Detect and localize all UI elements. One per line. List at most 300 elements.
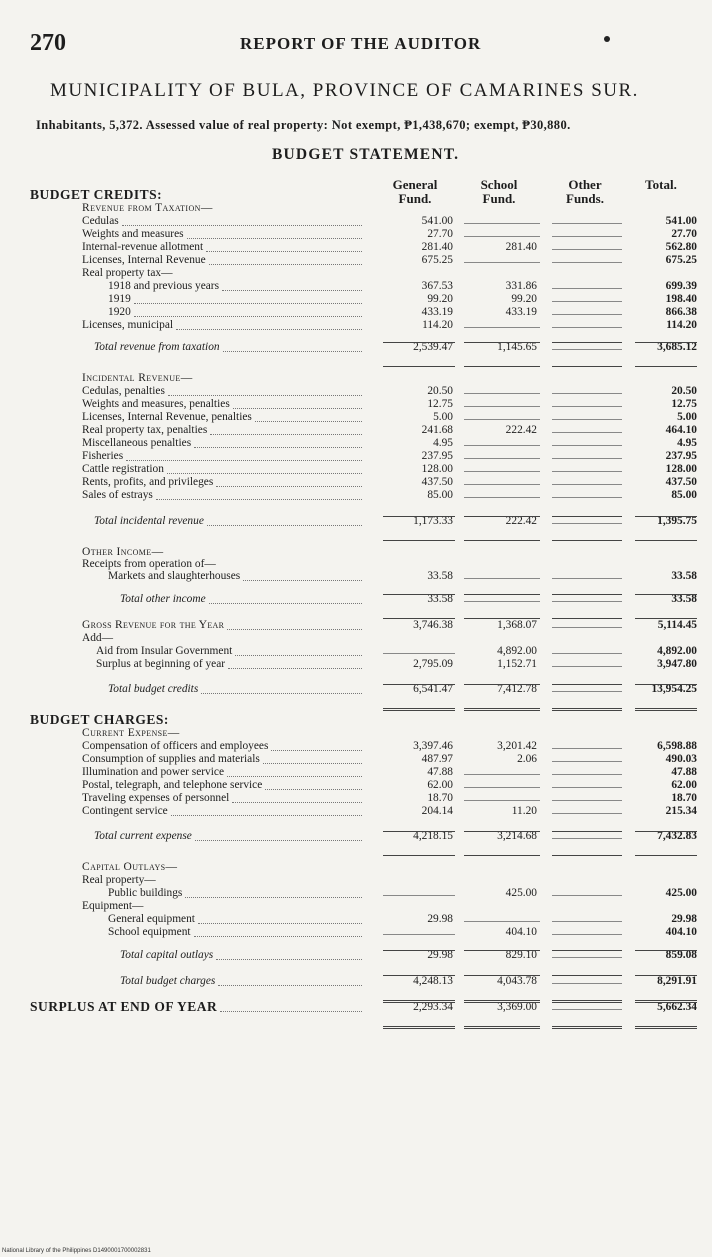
amount-g: 33.58 (427, 570, 453, 582)
blank-dash (464, 578, 540, 579)
blank-dash (464, 774, 540, 775)
budget-row (0, 714, 712, 727)
blank-dash (552, 957, 622, 958)
amount-g: 27.70 (427, 228, 453, 240)
sum-rule (383, 975, 455, 976)
sum-rule (464, 1000, 540, 1003)
leader-dots (156, 499, 362, 500)
leader-dots (233, 408, 362, 409)
row-label: Fisheries (82, 450, 124, 462)
amount-g: 114.20 (422, 319, 453, 331)
sum-rule (464, 1026, 540, 1029)
amount-g: 62.00 (427, 779, 453, 791)
budget-row (0, 476, 712, 489)
amount-t: 859.08 (665, 949, 697, 961)
amount-t: 541.00 (665, 215, 697, 227)
blank-dash (552, 1009, 622, 1010)
column-header-total: Total. (645, 177, 677, 192)
budget-row (0, 489, 712, 502)
amount-t: 3,947.80 (657, 658, 697, 670)
blank-dash (552, 349, 622, 350)
amount-t: 437.50 (665, 476, 697, 488)
blank-dash (464, 921, 540, 922)
budget-row (0, 202, 712, 215)
leader-dots (210, 434, 362, 435)
row-label: BUDGET CHARGES: (30, 712, 169, 727)
blank-dash (383, 934, 455, 935)
amount-t: 8,291.91 (657, 975, 697, 987)
amount-s: 11.20 (511, 805, 537, 817)
leader-dots (263, 763, 362, 764)
row-label: School equipment (108, 926, 191, 938)
blank-dash (464, 236, 540, 237)
leader-dots (187, 238, 362, 239)
inhabitants-line: Inhabitants, 5,372. Assessed value of real property: Not exempt, ₱1,438,670; exempt, ₱30,880. (36, 118, 571, 132)
amount-t: 5.00 (677, 411, 697, 423)
budget-row (0, 319, 712, 332)
amount-g: 281.40 (421, 241, 453, 253)
amount-t: 5,662.34 (657, 1001, 697, 1013)
sum-rule (464, 540, 540, 541)
budget-row (0, 254, 712, 267)
sum-rule (464, 516, 540, 517)
row-label: Licenses, municipal (82, 319, 174, 331)
amount-g: 5.00 (433, 411, 453, 423)
blank-dash (552, 249, 622, 250)
row-label: Total capital outlays (120, 949, 214, 961)
leader-dots (227, 629, 362, 630)
row-label: 1918 and previous years (108, 280, 220, 292)
sum-rule (552, 975, 622, 976)
sum-rule (552, 540, 622, 541)
amount-t: 4.95 (677, 437, 697, 449)
blank-dash (552, 406, 622, 407)
budget-row (0, 306, 712, 319)
sum-rule (464, 618, 540, 619)
sum-rule (464, 684, 540, 685)
row-label: Aid from Insular Government (96, 645, 233, 657)
amount-s: 222.42 (505, 424, 537, 436)
amount-t: 47.88 (671, 766, 697, 778)
row-label: Internal-revenue allotment (82, 241, 204, 253)
blank-dash (552, 471, 622, 472)
row-label: Licenses, Internal Revenue, penalties (82, 411, 252, 423)
blank-dash (464, 223, 540, 224)
amount-t: 3,685.12 (657, 341, 697, 353)
blank-dash (552, 236, 622, 237)
sum-rule (635, 366, 697, 367)
column-header-general: General Fund. (392, 177, 438, 206)
amount-t: 425.00 (665, 887, 697, 899)
amount-g: 675.25 (421, 254, 453, 266)
blank-dash (552, 288, 622, 289)
sum-rule (464, 855, 540, 856)
blank-dash (552, 578, 622, 579)
amount-s: 433.19 (505, 306, 537, 318)
amount-t: 33.58 (671, 593, 697, 605)
row-label: Sales of estrays (82, 489, 153, 501)
blank-dash (552, 497, 622, 498)
sum-rule (383, 684, 455, 685)
row-label: Total current expense (94, 830, 192, 842)
row-label: Surplus at beginning of year (96, 658, 226, 670)
amount-g: 99.20 (427, 293, 453, 305)
blank-dash (552, 761, 622, 762)
amount-g: 433.19 (421, 306, 453, 318)
amount-g: 2,293.34 (413, 1001, 453, 1013)
row-label: Total budget charges (120, 975, 216, 987)
sum-rule (383, 1000, 455, 1003)
budget-row (0, 450, 712, 463)
blank-dash (464, 484, 540, 485)
amount-t: 5,114.45 (657, 619, 697, 631)
blank-dash (552, 458, 622, 459)
sum-rule (635, 975, 697, 976)
sum-rule (635, 684, 697, 685)
sum-rule (635, 516, 697, 517)
leader-dots (134, 316, 362, 317)
municipality-heading: MUNICIPALITY OF BULA, PROVINCE OF CAMARINES SUR. (50, 80, 639, 101)
amount-s: 222.42 (505, 515, 537, 527)
row-label: Rents, profits, and privileges (82, 476, 214, 488)
leader-dots (194, 447, 362, 448)
leader-dots (228, 668, 362, 669)
sum-rule (464, 950, 540, 951)
amount-s: 331.86 (505, 280, 537, 292)
blank-dash (383, 895, 455, 896)
leader-dots (220, 1011, 362, 1012)
budget-row (0, 913, 712, 926)
budget-row (0, 926, 712, 939)
budget-row (0, 727, 712, 740)
column-header-school: School Fund. (480, 177, 518, 206)
sum-rule (383, 1026, 455, 1029)
budget-row (0, 805, 712, 818)
blank-dash (383, 653, 455, 654)
row-label: Total incidental revenue (94, 515, 204, 527)
amount-g: 12.75 (427, 398, 453, 410)
amount-g: 4,218.15 (413, 830, 453, 842)
amount-g: 2,539.47 (413, 341, 453, 353)
budget-row (0, 372, 712, 385)
amount-s: 3,214.68 (497, 830, 537, 842)
row-label: SURPLUS AT END OF YEAR (30, 999, 218, 1014)
leader-dots (185, 897, 362, 898)
amount-t: 128.00 (665, 463, 697, 475)
row-label: BUDGET CREDITS: (30, 187, 163, 202)
amount-g: 20.50 (427, 385, 453, 397)
blank-dash (552, 262, 622, 263)
sum-rule (464, 708, 540, 711)
budget-row (0, 861, 712, 874)
amount-g: 4.95 (433, 437, 453, 449)
blank-dash (552, 314, 622, 315)
row-label: Incidental Revenue— (82, 372, 193, 384)
blank-dash (464, 787, 540, 788)
leader-dots (232, 802, 362, 803)
amount-t: 562.80 (665, 241, 697, 253)
amount-s: 829.10 (505, 949, 537, 961)
blank-dash (552, 691, 622, 692)
blank-dash (552, 748, 622, 749)
sum-rule (635, 1026, 697, 1029)
amount-t: 866.38 (665, 306, 697, 318)
sum-rule (383, 594, 455, 595)
blank-dash (464, 445, 540, 446)
budget-row (0, 792, 712, 805)
leader-dots (198, 923, 362, 924)
blank-dash (552, 983, 622, 984)
blank-dash (552, 523, 622, 524)
sum-rule (552, 708, 622, 711)
blank-dash (552, 627, 622, 628)
amount-g: 437.50 (421, 476, 453, 488)
sum-rule (635, 708, 697, 711)
ink-speck (604, 36, 610, 42)
leader-dots (207, 525, 362, 526)
amount-s: 1,152.71 (497, 658, 537, 670)
amount-g: 487.97 (421, 753, 453, 765)
budget-row (0, 463, 712, 476)
amount-s: 7,412.78 (497, 683, 537, 695)
amount-t: 7,432.83 (657, 830, 697, 842)
amount-g: 128.00 (421, 463, 453, 475)
amount-t: 27.70 (671, 228, 697, 240)
budget-row (0, 280, 712, 293)
row-label: Weights and measures, penalties (82, 398, 230, 410)
sum-rule (635, 831, 697, 832)
row-label: Cedulas (82, 215, 119, 227)
blank-dash (552, 327, 622, 328)
sum-rule (552, 1000, 622, 1003)
blank-dash (552, 895, 622, 896)
budget-row (0, 385, 712, 398)
row-label: Compensation of officers and employees (82, 740, 269, 752)
amount-t: 114.20 (666, 319, 697, 331)
budget-row (0, 766, 712, 779)
sum-rule (635, 950, 697, 951)
amount-s: 3,369.00 (497, 1001, 537, 1013)
blank-dash (464, 800, 540, 801)
sum-rule (383, 540, 455, 541)
leader-dots (209, 603, 362, 604)
row-label: Gross Revenue for the Year (82, 619, 225, 631)
sum-rule (635, 618, 697, 619)
budget-row (0, 411, 712, 424)
budget-row (0, 189, 712, 202)
amount-g: 29.98 (427, 913, 453, 925)
leader-dots (271, 750, 362, 751)
amount-t: 699.39 (665, 280, 697, 292)
row-label: Add— (82, 632, 114, 644)
sum-rule (383, 618, 455, 619)
archive-footer: National Library of the Philippines D1490001700002831 (2, 1248, 151, 1254)
leader-dots (167, 473, 362, 474)
budget-row (0, 887, 712, 900)
sum-rule (383, 950, 455, 951)
leader-dots (126, 460, 362, 461)
amount-t: 6,598.88 (657, 740, 697, 752)
row-label: Markets and slaughterhouses (108, 570, 241, 582)
sum-rule (552, 516, 622, 517)
row-label: Total revenue from taxation (94, 341, 220, 353)
budget-row (0, 740, 712, 753)
sum-rule (552, 594, 622, 595)
sum-rule (383, 708, 455, 711)
sum-rule (635, 855, 697, 856)
amount-g: 237.95 (421, 450, 453, 462)
amount-g: 3,746.38 (413, 619, 453, 631)
amount-s: 4,892.00 (497, 645, 537, 657)
amount-g: 33.58 (427, 593, 453, 605)
sum-rule (383, 831, 455, 832)
budget-row (0, 437, 712, 450)
blank-dash (552, 813, 622, 814)
blank-dash (552, 838, 622, 839)
page-number: 270 (30, 30, 66, 56)
row-label: Receipts from operation of— (82, 558, 216, 570)
row-label: Weights and measures (82, 228, 184, 240)
blank-dash (552, 601, 622, 602)
leader-dots (195, 840, 362, 841)
amount-s: 425.00 (505, 887, 537, 899)
sum-rule (464, 594, 540, 595)
amount-g: 3,397.46 (413, 740, 453, 752)
amount-s: 281.40 (505, 241, 537, 253)
amount-t: 404.10 (665, 926, 697, 938)
blank-dash (552, 301, 622, 302)
leader-dots (235, 655, 362, 656)
sum-rule (464, 342, 540, 343)
amount-g: 29.98 (427, 949, 453, 961)
leader-dots (216, 959, 362, 960)
budget-row (0, 779, 712, 792)
amount-g: 47.88 (427, 766, 453, 778)
amount-t: 12.75 (671, 398, 697, 410)
leader-dots (265, 789, 362, 790)
sum-rule (464, 975, 540, 976)
amount-s: 99.20 (511, 293, 537, 305)
amount-g: 2,795.09 (413, 658, 453, 670)
sum-rule (383, 855, 455, 856)
leader-dots (134, 303, 362, 304)
leader-dots (171, 815, 362, 816)
blank-dash (552, 223, 622, 224)
running-title: REPORT OF THE AUDITOR (240, 34, 482, 53)
row-label: Cedulas, penalties (82, 385, 165, 397)
amount-t: 675.25 (665, 254, 697, 266)
sum-rule (552, 342, 622, 343)
amount-t: 4,892.00 (657, 645, 697, 657)
blank-dash (464, 419, 540, 420)
blank-dash (464, 393, 540, 394)
row-label: General equipment (108, 913, 195, 925)
amount-s: 3,201.42 (497, 740, 537, 752)
amount-t: 62.00 (671, 779, 697, 791)
blank-dash (552, 393, 622, 394)
leader-dots (216, 486, 362, 487)
leader-dots (201, 693, 362, 694)
amount-g: 1,173.33 (413, 515, 453, 527)
row-label: Illumination and power service (82, 766, 225, 778)
amount-g: 204.14 (421, 805, 453, 817)
leader-dots (168, 395, 362, 396)
column-header-other: Other Funds. (566, 177, 604, 206)
amount-t: 13,954.25 (651, 683, 697, 695)
amount-g: 241.68 (421, 424, 453, 436)
blank-dash (464, 327, 540, 328)
sum-rule (464, 831, 540, 832)
amount-t: 237.95 (665, 450, 697, 462)
budget-row (0, 398, 712, 411)
blank-dash (552, 934, 622, 935)
leader-dots (243, 580, 362, 581)
budget-row (0, 874, 712, 887)
row-label: Total other income (120, 593, 206, 605)
amount-s: 2.06 (517, 753, 537, 765)
amount-g: 85.00 (427, 489, 453, 501)
leader-dots (222, 290, 362, 291)
budget-row (0, 424, 712, 437)
row-label: 1920 (108, 306, 131, 318)
row-label: Current Expense— (82, 727, 180, 739)
leader-dots (122, 225, 362, 226)
sum-rule (552, 950, 622, 951)
amount-t: 20.50 (671, 385, 697, 397)
blank-dash (464, 262, 540, 263)
sum-rule (635, 594, 697, 595)
amount-g: 18.70 (427, 792, 453, 804)
amount-g: 4,248.13 (413, 975, 453, 987)
blank-dash (552, 419, 622, 420)
leader-dots (176, 329, 362, 330)
blank-dash (464, 471, 540, 472)
budget-row (0, 241, 712, 254)
sum-rule (383, 366, 455, 367)
sum-rule (635, 1000, 697, 1003)
blank-dash (552, 787, 622, 788)
sum-rule (552, 855, 622, 856)
amount-s: 1,368.07 (497, 619, 537, 631)
blank-dash (464, 406, 540, 407)
row-label: Consumption of supplies and materials (82, 753, 260, 765)
amount-g: 367.53 (421, 280, 453, 292)
amount-t: 490.03 (665, 753, 697, 765)
amount-s: 404.10 (505, 926, 537, 938)
row-label: Postal, telegraph, and telephone service (82, 779, 263, 791)
amount-s: 1,145.65 (497, 341, 537, 353)
sum-rule (464, 366, 540, 367)
leader-dots (255, 421, 362, 422)
amount-t: 464.10 (665, 424, 697, 436)
amount-g: 6,541.47 (413, 683, 453, 695)
leader-dots (227, 776, 362, 777)
leader-dots (209, 264, 362, 265)
sum-rule (552, 684, 622, 685)
amount-s: 4,043.78 (497, 975, 537, 987)
row-label: Contingent service (82, 805, 168, 817)
budget-row (0, 228, 712, 241)
blank-dash (464, 458, 540, 459)
blank-dash (464, 497, 540, 498)
amount-t: 198.40 (665, 293, 697, 305)
blank-dash (552, 432, 622, 433)
budget-row (0, 267, 712, 280)
leader-dots (218, 985, 362, 986)
row-label: 1919 (108, 293, 131, 305)
row-label: Other Income— (82, 546, 164, 558)
blank-dash (552, 445, 622, 446)
